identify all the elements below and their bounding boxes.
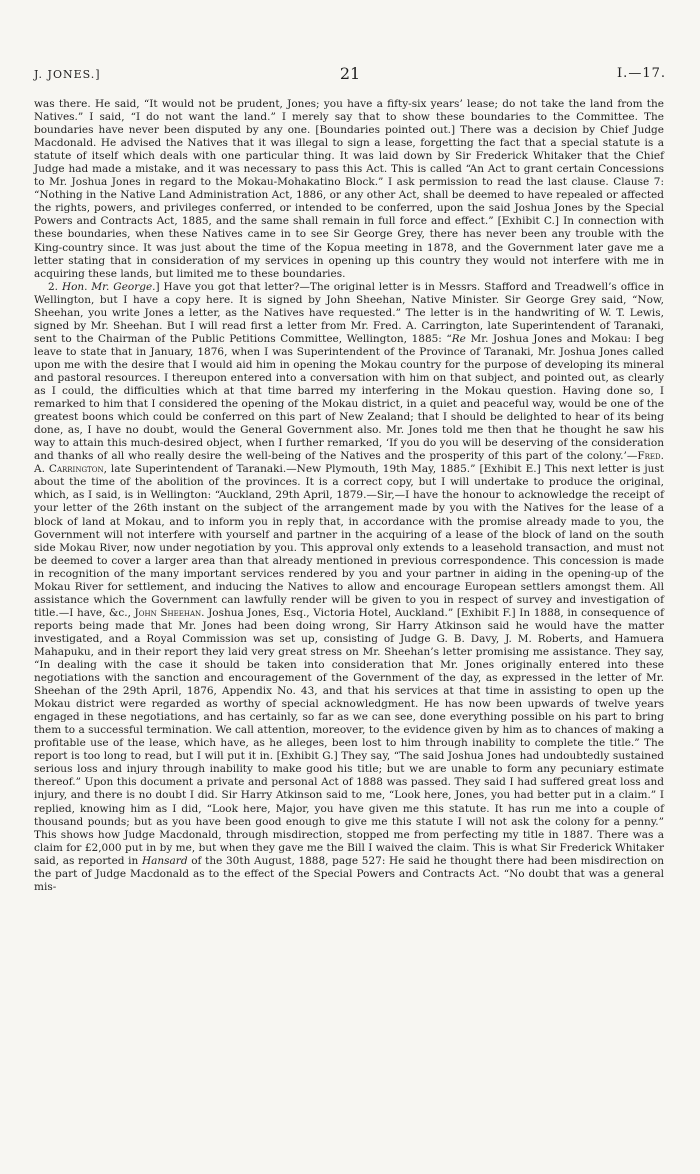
text-run: late Superintendent of Taranaki.—New Plymouth, 19th May, 1885.” [Exhibit E.] This next letter is just about the time of the abolition of the provinces. It is a correct copy, but I will undertake to produce the original, which, as I said, is in Wellington: “Auckland, 29th April, 1879.—Sir,—I have the honour to acknowledge the receipt of your letter of the 26th instant on the subject of the arrangement made by you with the Natives for the lease of a block of land at Mokau, and to inform you in reply that, in accordance with the promise already made to you, the Government will not interfere with yourself and partner in the acquiring of a lease of the block of land on the south side Mokau River, now under negotiation by you. This approval only extends to a leasehold transaction, and must not be deemed to cover a larger area than that already mentioned in previous correspondence. This concession is made in recognition of the many important services rendered by you and your partner in aiding in the opening-up of the Mokau River for settlement, and inducing the Natives to allow and encourage European settlers amongst them. All assistance which the Government can lawfully render will be given to you in respect of survey and investigation of title.—I have, &c., [34, 463, 664, 619]
paragraph-p2 [34, 281, 664, 894]
text-run: of the 30th August, 1888, page 527: He said he thought there had been misdirection on the part of Judge Macdonald as to the effect of the Special Powers and Contracts Act. “No doubt that was a general mis- [34, 854, 664, 893]
signature-run: Fred. A. Carrington, [34, 450, 664, 476]
italic-run: Hon. Mr. George. [61, 280, 156, 293]
paragraph-p1 [34, 98, 664, 281]
text-run: Joshua Jones, Esq., Victoria Hotel, Auckland.” [Exhibit F.] In 1888, in consequence of reports being made that Mr. Jones had been doing wrong, Sir Harry Atkinson said he would have the matter investigated, and a Royal Commission was set up, consisting of Judge G. B. Davy, J. M. Roberts, and Hamuera Mahapuku, and in their report they laid very great stress on Mr. Sheehan’s letter promising me assistance. They say, “In dealing with the case it should be taken into consideration that Mr. Jones originally entered into these negotiations with the sanction and encouragement of the Government of the day, as expressed in the letter of Mr. Sheehan of the 29th April, 1876, Appendix No. 43, and that his services at that time in assisting to open up the Mokau district were regarded as worthy of special acknowledgment. He has now been upwards of twelve years engaged in these negotiations, and has certainly, so far as we can see, done everything possible on his part to bring them to a successful termination. We call attention, moreover, to the evidence given by him as to chances of making a profitable use of the lease, which have, as he alleges, been lost to him through inability to complete the title.” The report is too long to read, but I will put it in. [Exhibit G.] They say, “The said Joshua Jones had undoubtedly sustained serious loss and injury through inability to make good his title; but we are unable to form any pecuniary estimate thereof.” Upon this document a private and personal Act of 1888 was passed. They said I had suffered great loss and injury, and there is no doubt I did. Sir Harry Atkinson said to me, “Look here, Jones, you had better put in a claim.” I replied, knowing him as I did, “Look here, Major, you have given me this statute. It has run me into a couple of thousand pounds; but as you have been good enough to give me this statute I will not ask the colony for a penny.” This shows how Judge Macdonald, through misdirection, stopped me from perfecting my title in 1887. There was a claim for £2,000 put in by me, but when they gave me the Bill I waived the claim. This is what Sir Frederick Whitaker said, as reported in [34, 606, 665, 867]
running-head-author: J. JONES.] [34, 68, 101, 81]
italic-run: Hansard [141, 854, 188, 867]
signature-run: John Sheehan. [134, 606, 205, 619]
page-header [34, 64, 666, 90]
document-body [34, 98, 664, 894]
page-number: 21 [339, 64, 361, 83]
italic-run: Re [451, 332, 466, 345]
text-run: was there. He said, “It would not be prudent, Jones; you have a fifty-six years’ lease; do not take the land from the Natives.” I said, “I do not want the land.” I merely say that to show these boundaries to the Committee. The boundaries have never been disputed by any one. [Boundaries pointed out.] There was a decision by Chief Judge Macdonald. He advised the Natives that it was illegal to sign a lease, forgetting the fact that a special statute is a statute of itself which deals with one particular thing. It was laid down by Sir Frederick Whitaker that the Chief Judge had made a mistake, and it was necessary to pass this Act. This is called “An Act to grant certain Concessions to Mr. Joshua Jones in regard to the Mokau-Mohakatino Block.” I ask permission to read the last clause. Clause 7: “Nothing in the Native Land Administration Act, 1886, or any other Act, shall be deemed to have repealed or affected the rights, powers, and privileges conferred, or intended to be conferred, upon the said Joshua Jones by the Special Powers and Contracts Act, 1885, and the same shall remain in full force and effect.” [Exhibit C.] In connection with these boundaries, when these Natives came in to see Sir George Grey, there has never been any trouble with the King-country since. It was just about the time of the Kopua meeting in 1878, and the Government later gave me a letter stating that in consideration of my services in opening up this country they would not interfere with me in acquiring these lands, but limited me to these boundaries. [34, 98, 664, 280]
text-run: 2. [48, 280, 62, 293]
document-reference: I.—17. [617, 66, 666, 81]
text-run: Mr. Joshua Jones and Mokau: I beg leave to state that in January, 1876, when I was Superintendent of the Province of Taranaki, Mr. Joshua Jones called upon me with the desire that I would aid him in opening the Mokau country for the purpose of developing its mineral and pastoral resources. I thereupon entered into a conversation with him on that subject, and pointed out, as clearly as I could, the difficulties which at that time barred my interfering in the Mokau question. Having done so, I remarked to him that I considered the opening of the Mokau district, in a quiet and peaceful way, would be one of the greatest boons which could be conferred on this part of New Zealand; that I should be delighted to hear of its being done, as, I have no doubt, would the General Government also. Mr. Jones told me then that he thought he saw his way to attain this much-desired object, when I further remarked, ‘If you do you will be deserving of the consideration and thanks of all who really desire the well-being of the Natives and the prosperity of this part of the colony.’— [34, 332, 664, 463]
text-run: ] Have you got that letter?—The original letter is in Messrs. Stafford and Treadwell’s office in Wellington, but I have a copy here. It is signed by John Sheehan, Native Minister. Sir George Grey said, “Now, Sheehan, you write Jones a letter, as the Natives have requested.” The letter is in the handwriting of W. T. Lewis, signed by Mr. Sheehan. But I will read first a letter from Mr. Fred. A. Carrington, late Superintendent of Taranaki, sent to the Chairman of the Public Petitions Committee, Wellington, 1885: “ [34, 280, 664, 345]
